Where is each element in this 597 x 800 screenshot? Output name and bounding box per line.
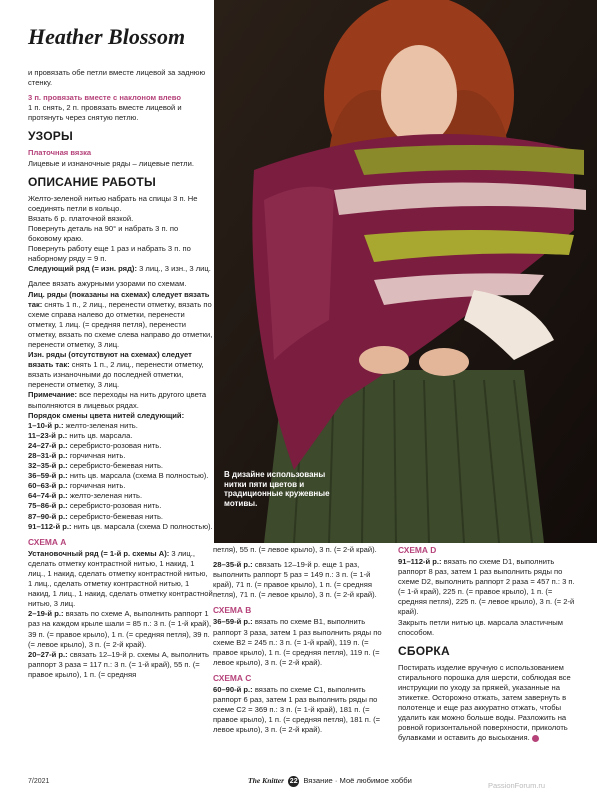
- paragraph: [398, 663, 578, 744]
- color-change-item: [28, 512, 213, 522]
- bold-lead: 2–19-й р.:: [28, 609, 64, 619]
- scheme-heading-b: СХЕМА В: [213, 605, 252, 616]
- paragraph: [213, 685, 388, 735]
- text-column-2: [213, 545, 388, 740]
- bold-lead: 60–90-й р.:: [213, 684, 253, 694]
- section-heading-assembly: СБОРКА: [398, 643, 450, 658]
- paragraph: [28, 290, 213, 351]
- text: снять 1 п., 2 лиц., перенести отметку, вязать изнаночными до последней отметки, перенести отметку, 3 лиц.: [28, 360, 204, 390]
- color-change-item: [28, 481, 213, 491]
- color-change-item: [28, 451, 213, 461]
- row-range: 24–27-й р.:: [28, 440, 68, 450]
- text: все переходы на нить другого цвета выполняются в лицевых рядах.: [28, 390, 207, 410]
- magazine-tagline: Вязание · Моё любимое хобби: [303, 776, 412, 785]
- color-description: нить цв. марсала.: [67, 430, 133, 440]
- section-heading-description: ОПИСАНИЕ РАБОТЫ: [28, 174, 156, 189]
- color-description: нить цв. марсала (схема В полностью).: [67, 471, 209, 481]
- text: Постирать изделие вручную с использованием стирального порошка для шерсти, соблюдая все инструкции по уходу за пряжей, указанные на этикетке. Осторожно отжать, затем завернуть в полотенце и еще раз аккуратно отжать, чтобы удалить как можно больше воды. Разложить на ровной горизонтальной поверхности, приколоть булавками и оставить до высыхания.: [398, 662, 571, 743]
- paragraph: [28, 264, 213, 274]
- color-description: горчичная нить.: [67, 451, 126, 460]
- text: вязать по схеме D1, выполнить раппорт 8 раз, затем 1 раз выполнить ряды по схеме D2, выполнить раппорт 2 раза = 457 п.: 3 п. (= 1-й край), 225 п. (= правое крыло), 1 п. (= средняя петля), 225 п. (= левое крыло), 3 п. (= 2-й край).: [398, 557, 575, 617]
- text-column-3: [398, 545, 578, 749]
- text: связать 12–19-й р. еще 1 раз, выполнить раппорт 5 раз = 149 п.: 3 п. (= 1-й край), 71 п. (= правое крыло), 1 п. (= средняя петля), 71 п. (= левое крыло), 3 п. (= 2-й край).: [213, 560, 377, 600]
- row-range: 64–74-й р.:: [28, 491, 68, 501]
- color-description: желто-зеленая нить.: [67, 491, 143, 501]
- bold-lead: Установочный ряд (= 1-й р. схемы А):: [28, 548, 170, 558]
- color-description: нить цв. марсала (схема D полностью).: [71, 521, 213, 531]
- article-title: Heather Blossom: [28, 24, 186, 49]
- bold-lead: Лиц. ряды (показаны на схемах) следует вязать так:: [28, 289, 210, 309]
- text: связать 12–19-й р. схемы А, выполнить раппорт 3 раза = 117 п.: 3 п. (= 1-й край), 55 п. (= правое крыло), 1 п. (= средняя: [28, 649, 209, 679]
- paragraph: и провязать обе петли вместе лицевой за заднюю стенку.: [28, 68, 206, 88]
- page-number: 22: [289, 778, 298, 785]
- text: снять 1 п., 2 лиц., перенести отметку, вязать по схеме справа налево до отметки, перенести отметку, 1 лиц. (= средняя петля), перенести отметку, вязать по схеме слева направо до отметки, перенести отметку, 3 лиц.: [28, 299, 213, 349]
- color-change-list: [28, 421, 213, 532]
- color-description: желто-зеленая нить.: [63, 420, 138, 430]
- color-change-item: [28, 441, 213, 451]
- text: 3 лиц., сделать отметку контрастной нитью, 1 накид, 1 лиц., 1 накид, сделать отметку контрастной нитью, 1 лиц., сделать отметку контрастной нитью, 1 накид, 1 лиц., 1 накид, сделать отметку контрастной нитью, 3 лиц.: [28, 548, 213, 609]
- color-change-item: [28, 431, 213, 441]
- text: вязать по схеме С1, выполнить раппорт 6 раз, затем 1 раз выполнить ряды по схеме С2 = 369 п.: 3 п. (= 1-й край), 181 п. (= правое крыло), 1 п. (= средняя петля), 181 п. (= левое крыло), 3 п. (= 2-й край).: [213, 684, 381, 735]
- paragraph: [28, 549, 213, 610]
- pattern-name: Платочная вязка: [28, 148, 92, 158]
- paragraph: Повернуть работу еще 1 раз и набрать 3 п. по наборному ряду = 9 п.: [28, 244, 191, 264]
- color-change-item: [28, 471, 213, 481]
- paragraph: 1 п. снять, 2 п. провязать вместе лицевой и протянуть через снятую петлю.: [28, 103, 182, 123]
- bold-lead: Изн. ряды (отсутствуют на схемах) следует вязать так:: [28, 350, 192, 370]
- paragraph: [28, 350, 213, 390]
- color-change-item: [28, 461, 213, 471]
- bold-lead: 20–27-й р.:: [28, 649, 68, 659]
- text: 3 лиц., 3 изн., 3 лиц.: [136, 264, 211, 274]
- shawl-illustration: [214, 0, 597, 543]
- color-description: серебристо-бежевая нить.: [67, 461, 164, 471]
- model-photo: [214, 0, 597, 543]
- bold-lead: Следующий ряд (= изн. ряд):: [28, 264, 137, 274]
- color-change-item: [28, 491, 213, 501]
- section-heading-patterns: УЗОРЫ: [28, 129, 73, 144]
- color-change-item: [28, 421, 213, 431]
- row-range: 75–86-й р.:: [28, 501, 68, 511]
- paragraph: Далее вязать ажурными узорами по схемам.: [28, 279, 187, 289]
- end-mark-icon: [532, 735, 539, 742]
- scheme-heading-d: СХЕМА D: [398, 545, 437, 555]
- text: вязать по схеме А, выполнить раппорт 1 раз на каждом крыле шали = 85 п.: 3 п. (= 1-й край), 39 п. (= правое крыло), 1 п. (= средняя петля), 39 п. (= левое крыло), 3 п. (= 2-й край).: [28, 609, 212, 649]
- paragraph: Закрыть петли нитью цв. марсала эластичным способом.: [398, 617, 563, 637]
- color-description: серебристо-бежевая нить.: [67, 511, 164, 521]
- color-description: горчичная нить.: [67, 481, 126, 491]
- row-range: 91–112-й р.:: [28, 521, 72, 531]
- color-description: серебристо-розовая нить.: [67, 501, 162, 511]
- paragraph: Повернуть деталь на 90° и набрать 3 п. по боковому краю.: [28, 223, 179, 244]
- row-range: 28–31-й р.:: [28, 451, 68, 460]
- color-order-heading: Порядок смены цвета нитей следующий:: [28, 410, 185, 420]
- paragraph: [28, 609, 213, 649]
- text-column-1: [28, 68, 213, 680]
- paragraph: петля), 55 п. (= левое крыло), 3 п. (= 2-й край).: [213, 545, 377, 554]
- color-change-item: [28, 522, 213, 532]
- color-description: серебристо-розовая нить.: [67, 440, 162, 450]
- page-footer: [248, 776, 412, 787]
- paragraph: Лицевые и изнаночные ряды – лицевые петли.: [28, 158, 194, 168]
- row-range: 60–63-й р.:: [28, 481, 68, 491]
- paragraph: [213, 560, 388, 600]
- issue-number: 7/2021: [28, 778, 50, 785]
- bold-lead: 36–59-й р.:: [213, 617, 253, 627]
- bold-lead: 28–35-й р.:: [213, 560, 253, 570]
- row-range: 36–59-й р.:: [28, 471, 68, 481]
- paragraph: Желто-зеленой нитью набрать на спицы 3 п. Не соединять петли в кольцо.: [28, 193, 198, 213]
- paragraph: [28, 390, 213, 410]
- technique-heading: 3 п. провязать вместе с наклоном влево: [28, 93, 181, 103]
- row-range: 32–35-й р.:: [28, 461, 68, 471]
- color-change-item: [28, 501, 213, 511]
- row-range: 87–90-й р.:: [28, 511, 68, 521]
- watermark: PassionForum.ru: [488, 781, 546, 790]
- bold-lead: Примечание:: [28, 390, 78, 400]
- paragraph: [28, 650, 213, 680]
- bold-lead: 91–112-й р.:: [398, 557, 442, 566]
- paragraph: [398, 557, 578, 618]
- magazine-name: The Knitter: [248, 776, 285, 785]
- photo-caption: В дизайне использованы нитки пяти цветов и традиционные кружевные мотивы.: [224, 470, 330, 508]
- scheme-heading-a: СХЕМА А: [28, 536, 67, 547]
- paragraph: [213, 617, 388, 667]
- paragraph: Вязать 6 р. платочной вязкой.: [28, 213, 134, 223]
- row-range: 1–10-й р.:: [28, 420, 64, 430]
- scheme-heading-c: СХЕМА С: [213, 672, 252, 683]
- row-range: 11–23-й р.:: [28, 430, 68, 440]
- text: вязать по схеме В1, выполнить раппорт 3 раза, затем 1 раз выполнить ряды по схеме В2 = 245 п.: 3 п. (= 1-й край), 119 п. (= правое крыло), 1 п. (= средняя петля), 119 п. (= левое крыло), 3 п. (= 2-й край).: [213, 617, 382, 667]
